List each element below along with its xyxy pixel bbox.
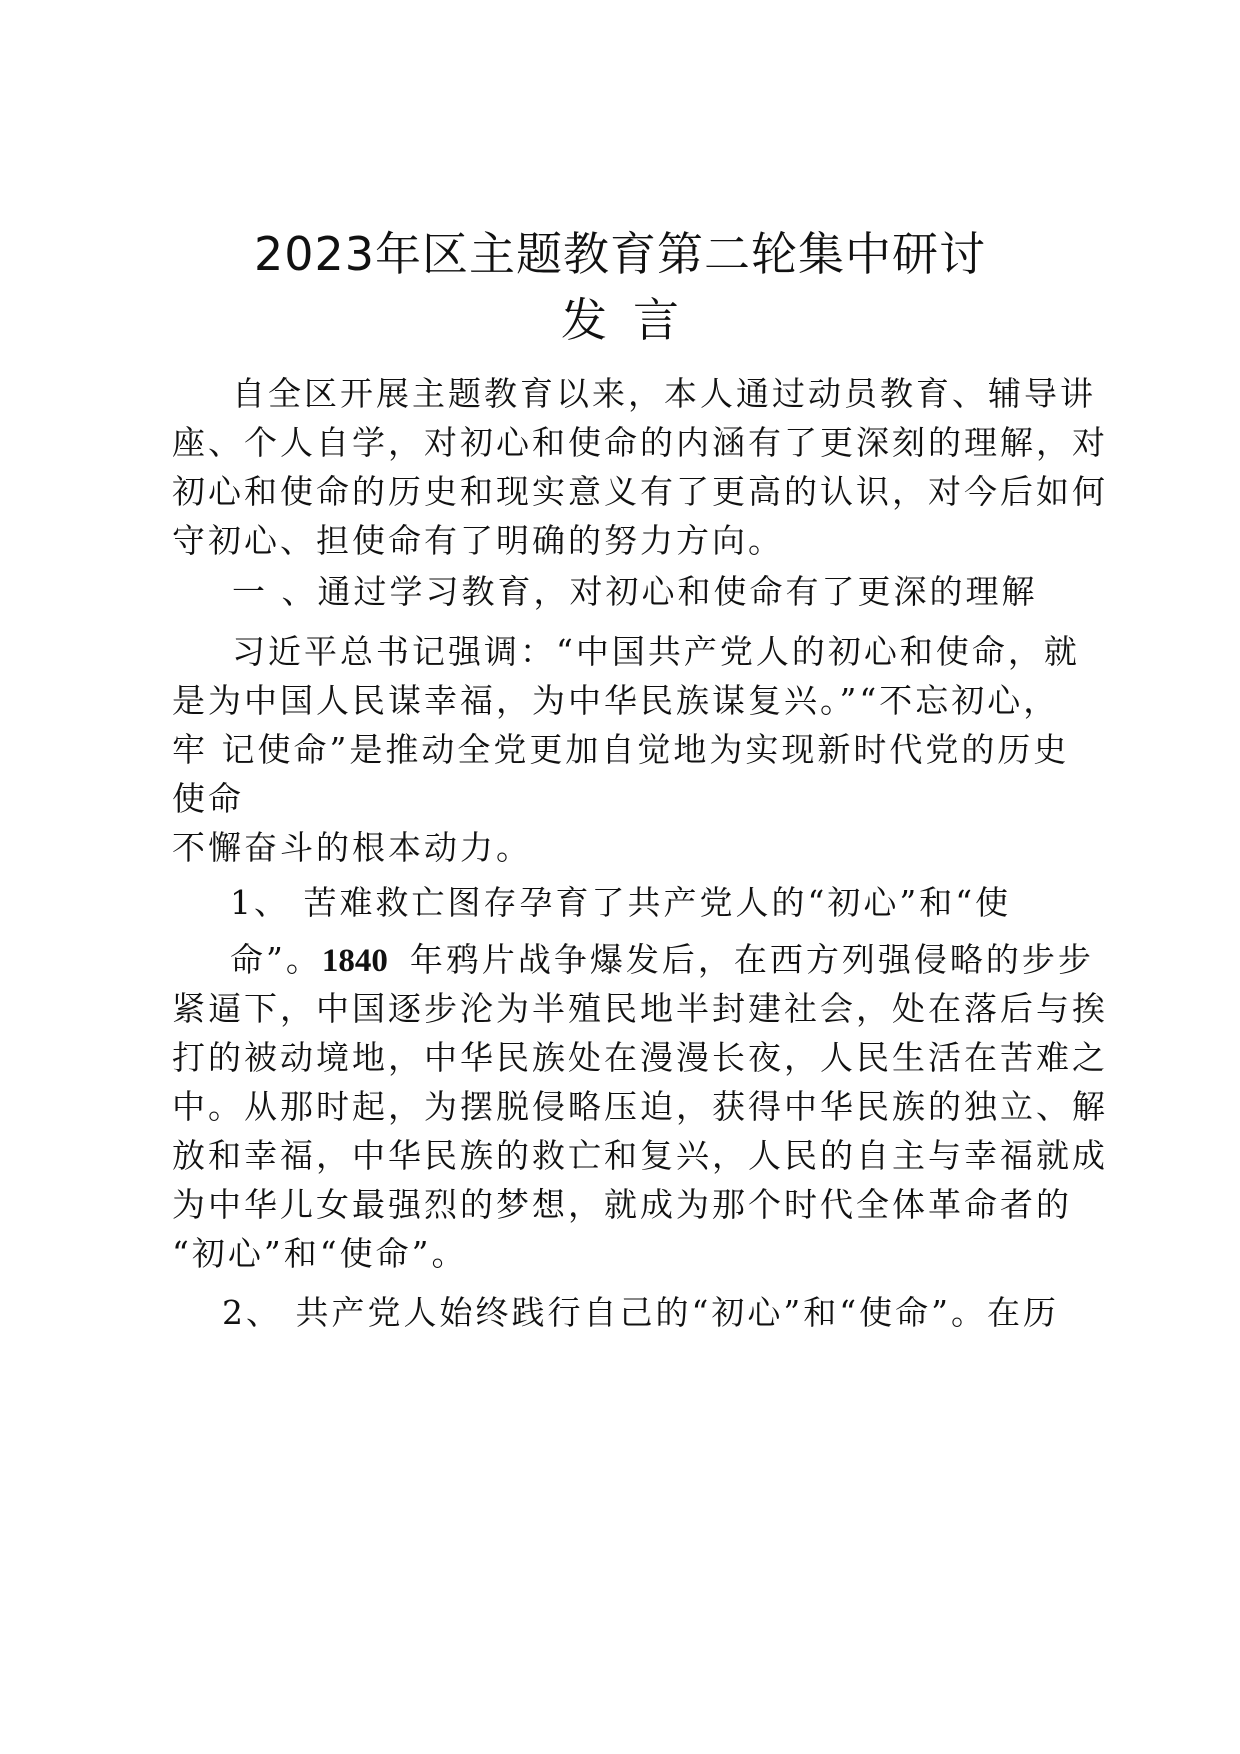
body-line: 使命 [172, 779, 244, 818]
document-title-second-line: 发言 [561, 293, 705, 347]
body-line: 打的被动境地，中华民族处在漫漫长夜，人民生活在苦难之 [172, 1038, 1108, 1077]
body-line: 守初心、担使命有了明确的努力方向。 [172, 521, 784, 560]
body-line: 不懈奋斗的根本动力。 [172, 828, 532, 867]
document-title: 2023年区主题教育第二轮集中研讨 [253, 227, 987, 281]
body-line: 初心和使命的历史和现实意义有了更高的认识，对今后如何 [172, 472, 1108, 511]
body-line: 自全区开展主题教育以来，本人通过动员教育、辅导讲 [232, 374, 1096, 413]
year-number: 1840 [321, 943, 388, 979]
body-line: “初心”和“使命”。 [172, 1234, 468, 1273]
section-heading: 一 、通过学习教育，对初心和使命有了更深的理解 [232, 572, 1038, 611]
body-line: 是为中国人民谋幸福，为中华民族谋复兴。”“不忘初心， [172, 681, 1060, 720]
body-line: 座、个人自学，对初心和使命的内涵有了更深刻的理解，对 [172, 423, 1108, 462]
body-line: 中。从那时起，为摆脱侵略压迫，获得中华民族的独立、解 [172, 1087, 1108, 1126]
body-line: 为中华儿女最强烈的梦想，就成为那个时代全体革命者的 [172, 1185, 1072, 1224]
body-line: 紧逼下，中国逐步沦为半殖民地半封建社会，处在落后与挨 [172, 989, 1108, 1028]
body-line: 习近平总书记强调：“中国共产党人的初心和使命，就 [232, 632, 1080, 671]
body-line-text: 年鸦片战争爆发后，在西方列强侵略的步步 [409, 940, 1094, 979]
body-line: 牢 记使命”是推动全党更加自觉地为实现新时代党的历史 [172, 730, 1070, 769]
body-line: 放和幸福，中华民族的救亡和复兴，人民的自主与幸福就成 [172, 1136, 1108, 1175]
numbered-item: 1、 苦难救亡图存孕育了共产党人的“初心”和“使 [230, 883, 1012, 922]
numbered-item: 2、 共产党人始终践行自己的“初心”和“使命”。在历 [222, 1293, 1059, 1332]
body-line [230, 940, 1094, 981]
body-line-prefix: 命”。 [230, 940, 322, 979]
